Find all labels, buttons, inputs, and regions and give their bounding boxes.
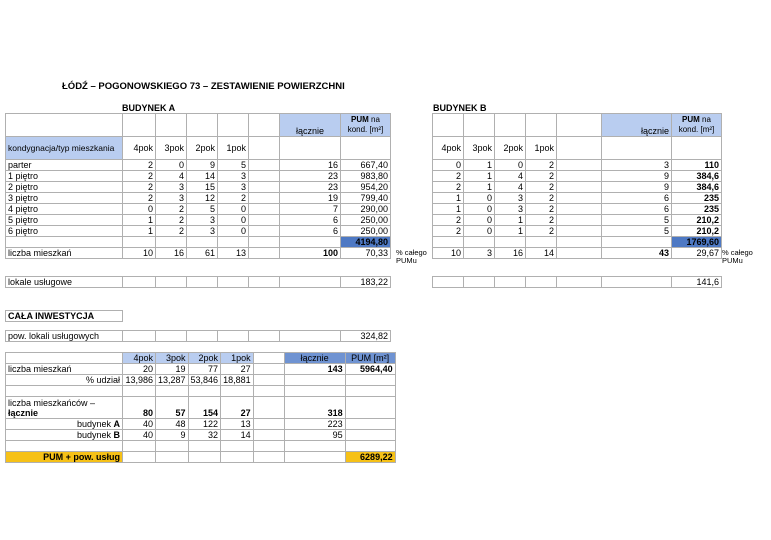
unit-count: 2 <box>526 226 557 237</box>
unit-count: 3 <box>156 193 187 204</box>
unit-count: 1 <box>433 193 464 204</box>
table-row <box>433 182 722 193</box>
inv-bud-b-3pok: 9 <box>156 430 189 441</box>
inv-bud-b-1pok: 14 <box>221 430 254 441</box>
floor-name: 2 piętro <box>6 182 123 193</box>
b-col-1pok: 1pok <box>526 137 557 160</box>
unit-count: 12 <box>187 193 218 204</box>
a-liczba-1pok: 13 <box>218 248 249 259</box>
b-liczba-2pok: 16 <box>495 248 526 259</box>
unit-count: 1 <box>464 160 495 171</box>
unit-count: 2 <box>526 171 557 182</box>
row-pum: 235 <box>672 193 722 204</box>
lokale-table <box>5 276 391 288</box>
a-col-1pok: 1pok <box>218 137 249 160</box>
unit-count: 15 <box>187 182 218 193</box>
a-col-4pok: 4pok <box>123 137 156 160</box>
a-liczba-4pok: 10 <box>123 248 156 259</box>
a-liczba-total: 100 <box>280 248 341 259</box>
a-pct: 70,33 <box>341 248 391 259</box>
floor-name: 3 piętro <box>6 193 123 204</box>
row-pum: 235 <box>672 204 722 215</box>
b-liczba-3pok: 3 <box>464 248 495 259</box>
table-row <box>6 193 391 204</box>
a-pum-total: 4194,80 <box>341 237 391 248</box>
inv-liczba-2pok: 77 <box>188 364 221 375</box>
table-row <box>6 215 391 226</box>
table-row <box>433 204 722 215</box>
unit-count: 1 <box>464 182 495 193</box>
final-value: 6289,22 <box>345 452 395 463</box>
unit-count: 4 <box>495 171 526 182</box>
page-title: ŁÓDŹ – POGONOWSKIEGO 73 – ZESTAWIENIE POWIERZCHNI <box>62 81 345 92</box>
row-pum: 667,40 <box>341 160 391 171</box>
a-col-3pok: 3pok <box>156 137 187 160</box>
unit-count: 1 <box>123 226 156 237</box>
table-row <box>6 226 391 237</box>
unit-count: 0 <box>464 215 495 226</box>
unit-count: 2 <box>123 171 156 182</box>
unit-count: 1 <box>123 215 156 226</box>
inv-bud-b-2pok: 32 <box>188 430 221 441</box>
unit-count: 1 <box>495 215 526 226</box>
unit-count: 0 <box>123 204 156 215</box>
inv-miesz-label: liczba mieszkańców – łącznie <box>6 397 123 419</box>
inv-liczba-4pok: 20 <box>123 364 156 375</box>
inv-miesz-1pok: 27 <box>221 397 254 419</box>
inwestycja-table <box>5 352 396 463</box>
unit-count: 1 <box>464 171 495 182</box>
a-liczba-2pok: 61 <box>187 248 218 259</box>
inv-miesz-3pok: 57 <box>156 397 189 419</box>
row-total: 6 <box>602 204 672 215</box>
table-row <box>433 171 722 182</box>
table-row <box>6 171 391 182</box>
b-liczba-1pok: 14 <box>526 248 557 259</box>
unit-count: 0 <box>433 160 464 171</box>
table-row <box>433 226 722 237</box>
inwestycja-title-table <box>5 310 123 322</box>
b-col-2pok: 2pok <box>495 137 526 160</box>
inv-bud-a-3pok: 48 <box>156 419 189 430</box>
unit-count: 2 <box>123 193 156 204</box>
unit-count: 2 <box>526 193 557 204</box>
unit-count: 0 <box>495 160 526 171</box>
inv-col-2pok: 2pok <box>188 353 221 364</box>
row-total: 19 <box>280 193 341 204</box>
row-total: 23 <box>280 182 341 193</box>
inv-miesz-2pok: 154 <box>188 397 221 419</box>
b-pct-note: % całego PUMu <box>722 248 753 265</box>
final-label: PUM + pow. usług <box>6 452 123 463</box>
b-col-3pok: 3pok <box>464 137 495 160</box>
lokale-label: lokale usługowe <box>6 277 123 288</box>
unit-count: 2 <box>433 226 464 237</box>
inv-liczba-label: liczba mieszkań <box>6 364 123 375</box>
unit-count: 14 <box>187 171 218 182</box>
row-pum: 290,00 <box>341 204 391 215</box>
building-b-table <box>432 113 722 259</box>
unit-count: 2 <box>526 204 557 215</box>
b-liczba-4pok: 10 <box>433 248 464 259</box>
unit-count: 0 <box>464 193 495 204</box>
unit-count: 2 <box>526 215 557 226</box>
b-pum-total: 1769,60 <box>672 237 722 248</box>
row-total: 5 <box>602 215 672 226</box>
table-row <box>433 160 722 171</box>
inv-bud-a-2pok: 122 <box>188 419 221 430</box>
row-total: 7 <box>280 204 341 215</box>
pow-lokali-table <box>5 330 391 342</box>
unit-count: 2 <box>433 215 464 226</box>
row-pum: 799,40 <box>341 193 391 204</box>
row-pum: 210,2 <box>672 226 722 237</box>
inv-liczba-3pok: 19 <box>156 364 189 375</box>
building-b-label: BUDYNEK B <box>433 103 487 113</box>
unit-count: 2 <box>218 193 249 204</box>
inv-miesz-total: 318 <box>284 397 345 419</box>
inv-col-3pok: 3pok <box>156 353 189 364</box>
row-total: 9 <box>602 171 672 182</box>
unit-count: 0 <box>218 215 249 226</box>
row-pum: 983,80 <box>341 171 391 182</box>
row-total: 16 <box>280 160 341 171</box>
pow-lokali-label: pow. lokali usługowych <box>6 331 123 342</box>
row-pum: 384,6 <box>672 171 722 182</box>
inv-lacznie-header: łącznie <box>284 353 345 364</box>
unit-count: 0 <box>218 226 249 237</box>
unit-count: 2 <box>156 215 187 226</box>
a-lacznie-header: łącznie <box>280 114 341 137</box>
inv-miesz-4pok: 80 <box>123 397 156 419</box>
inv-bud-b-4pok: 40 <box>123 430 156 441</box>
unit-count: 2 <box>526 182 557 193</box>
inv-bud-b-label: budynek B <box>6 430 123 441</box>
unit-count: 5 <box>187 204 218 215</box>
unit-count: 1 <box>433 204 464 215</box>
unit-count: 2 <box>156 204 187 215</box>
inv-bud-a-total: 223 <box>284 419 345 430</box>
unit-count: 5 <box>218 160 249 171</box>
a-col-2pok: 2pok <box>187 137 218 160</box>
floor-name: 6 piętro <box>6 226 123 237</box>
unit-count: 2 <box>123 182 156 193</box>
row-pum: 384,6 <box>672 182 722 193</box>
inv-bud-a-1pok: 13 <box>221 419 254 430</box>
unit-count: 0 <box>464 226 495 237</box>
row-total: 6 <box>602 193 672 204</box>
inv-bud-b-total: 95 <box>284 430 345 441</box>
unit-count: 9 <box>187 160 218 171</box>
unit-count: 4 <box>156 171 187 182</box>
unit-count: 2 <box>433 171 464 182</box>
row-total: 9 <box>602 182 672 193</box>
floor-name: 1 piętro <box>6 171 123 182</box>
row-total: 6 <box>280 226 341 237</box>
row-total: 5 <box>602 226 672 237</box>
a-lokale-value: 183,22 <box>341 277 391 288</box>
a-pct-note: % całego PUMu <box>396 248 427 265</box>
b-pum-header: PUM na kond. [m²] <box>672 114 722 137</box>
inv-udzial-3pok: 13,287 <box>156 375 189 386</box>
b-col-4pok: 4pok <box>433 137 464 160</box>
b-liczba-total: 43 <box>602 248 672 259</box>
pow-lokali-value: 324,82 <box>341 331 391 342</box>
table-row <box>433 193 722 204</box>
floor-name: parter <box>6 160 123 171</box>
unit-count: 1 <box>495 226 526 237</box>
table-row <box>433 215 722 226</box>
inv-udzial-1pok: 18,881 <box>221 375 254 386</box>
row-pum: 250,00 <box>341 215 391 226</box>
inv-pum-total: 5964,40 <box>345 364 395 375</box>
inv-bud-a-4pok: 40 <box>123 419 156 430</box>
inv-pum-header: PUM [m²] <box>345 353 395 364</box>
row-pum: 250,00 <box>341 226 391 237</box>
floor-name: 5 piętro <box>6 215 123 226</box>
row-pum: 110 <box>672 160 722 171</box>
table-row <box>6 182 391 193</box>
inv-udzial-4pok: 13,986 <box>123 375 156 386</box>
row-total: 3 <box>602 160 672 171</box>
unit-count: 0 <box>464 204 495 215</box>
row-total: 23 <box>280 171 341 182</box>
inwestycja-label: CAŁA INWESTYCJA <box>6 311 123 322</box>
row-pum: 210,2 <box>672 215 722 226</box>
a-pum-header: PUM na kond. [m²] <box>341 114 391 137</box>
building-a-table <box>5 113 391 259</box>
unit-count: 2 <box>156 226 187 237</box>
inv-liczba-total: 143 <box>284 364 345 375</box>
unit-count: 3 <box>218 182 249 193</box>
unit-count: 0 <box>156 160 187 171</box>
unit-count: 2 <box>123 160 156 171</box>
a-type-header: kondygnacja/typ mieszkania <box>6 137 123 160</box>
row-total: 6 <box>280 215 341 226</box>
inv-bud-a-label: budynek A <box>6 419 123 430</box>
a-liczba-label: liczba mieszkań <box>6 248 123 259</box>
inv-col-4pok: 4pok <box>123 353 156 364</box>
unit-count: 3 <box>187 215 218 226</box>
unit-count: 2 <box>433 182 464 193</box>
unit-count: 3 <box>495 204 526 215</box>
unit-count: 0 <box>218 204 249 215</box>
b-lokale-table <box>432 276 722 288</box>
row-pum: 954,20 <box>341 182 391 193</box>
building-a-label: BUDYNEK A <box>122 103 176 113</box>
table-row <box>6 160 391 171</box>
b-lacznie-header: łącznie <box>602 114 672 137</box>
b-lokale-value: 141,6 <box>672 277 722 288</box>
floor-name: 4 piętro <box>6 204 123 215</box>
inv-liczba-1pok: 27 <box>221 364 254 375</box>
inv-udzial-2pok: 53,846 <box>188 375 221 386</box>
unit-count: 2 <box>526 160 557 171</box>
unit-count: 4 <box>495 182 526 193</box>
a-liczba-3pok: 16 <box>156 248 187 259</box>
unit-count: 3 <box>156 182 187 193</box>
b-pct: 29,67 <box>672 248 722 259</box>
table-row <box>6 204 391 215</box>
unit-count: 3 <box>218 171 249 182</box>
inv-col-1pok: 1pok <box>221 353 254 364</box>
unit-count: 3 <box>495 193 526 204</box>
inv-udzial-label: % udział <box>6 375 123 386</box>
unit-count: 3 <box>187 226 218 237</box>
